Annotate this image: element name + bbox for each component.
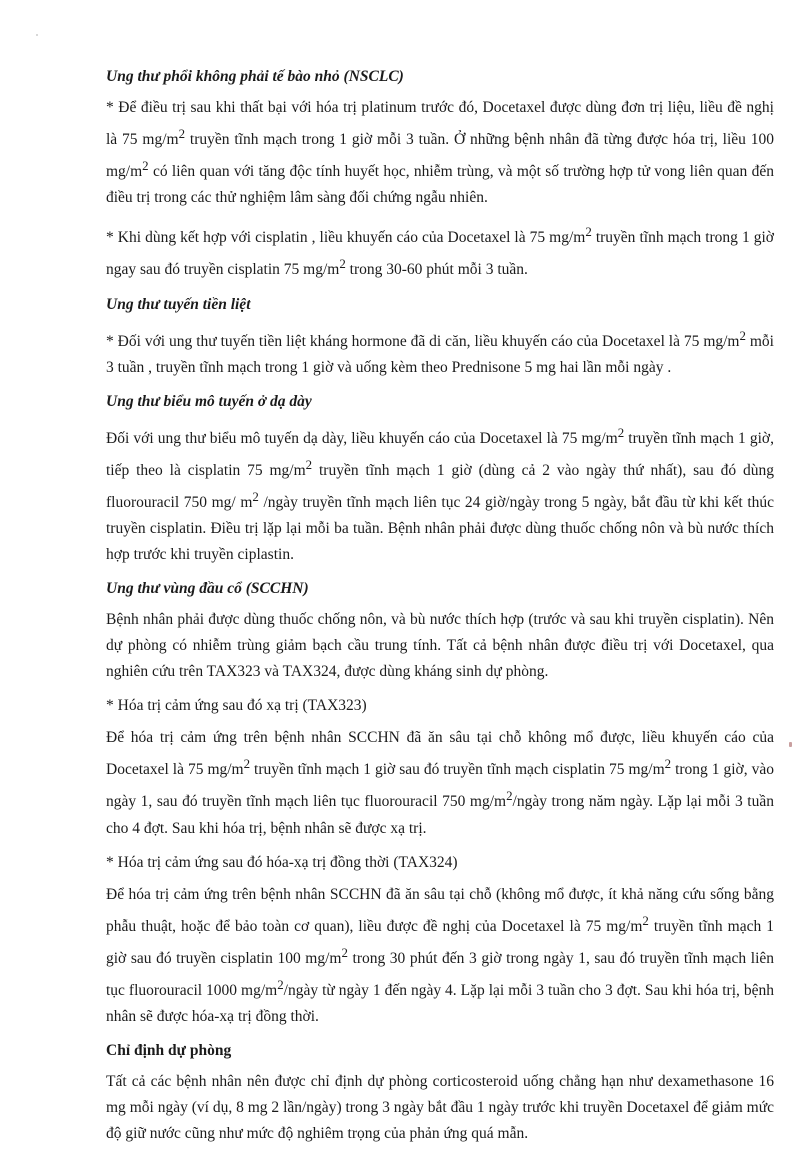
paragraph-scchn-intro: Bệnh nhân phải được dùng thuốc chống nôn, và bù nước thích hợp (trước và sau khi truyền cisplatin). Nên dự phòng có nhiễm trùng giảm bạch cầu trung tính. Tất cả bệnh nhân được điều trị với Docetaxel, qua nghiên cứu trên TAX323 và TAX324, được dùng kháng sinh dự phòng.	[106, 611, 774, 681]
scan-speck	[36, 34, 38, 36]
document-body	[106, 64, 774, 1155]
paragraph-nsclc-cisplatin: * Khi dùng kết hợp với cisplatin , liều khuyến cáo của Docetaxel là 75 $mg/m^2$ truyền tĩnh mạch trong 1 giờ ngay sau đó truyền cisplatin 75 $mg/m^2$ trong 30-60 phút mỗi 3 tuần.	[106, 224, 774, 279]
paragraph-prophylaxis: Tất cả các bệnh nhân nên được chỉ định dự phòng corticosteroid uống chẳng hạn như dexamethasone 16 mg mỗi ngày (ví dụ, 8 mg 2 lần/ngày) trong 3 ngày bắt đầu 1 ngày trước khi truyền Docetaxel để giảm mức độ giữ nước cũng như mức độ nghiêm trọng của phản ứng quá mẫn.	[106, 1073, 774, 1143]
scan-edge-mark	[789, 742, 792, 747]
bullet-tax323: * Hóa trị cảm ứng sau đó xạ trị (TAX323)	[106, 697, 367, 715]
heading-prostate: Ung thư tuyến tiền liệt	[106, 295, 251, 313]
heading-scchn: Ung thư vùng đầu cổ (SCCHN)	[106, 580, 309, 598]
paragraph-nsclc-monotherapy: * Để điều trị sau khi thất bại với hóa trị platinum trước đó, Docetaxel được dùng đơn trị liệu, liều đề nghị là 75 $mg/m^2$ truyền tĩnh mạch trong 1 giờ mỗi 3 tuần. Ở những bệnh nhân đã từng được hóa trị, liều 100 $mg/m^2$ có liên quan với tăng độc tính huyết học, nhiễm trùng, và một số trường hợp tử vong liên quan đến điều trị trong các thử nghiệm lâm sàng đối chứng ngẫu nhiên.	[106, 99, 774, 207]
paragraph-tax324: Để hóa trị cảm ứng trên bệnh nhân SCCHN đã ăn sâu tại chỗ (không mổ được, ít khả năng cứu sống bằng phẫu thuật, hoặc để bảo toàn cơ quan), liều được đề nghị của Docetaxel là 75 $mg/m^2$ truyền tĩnh mạch 1 giờ sau đó truyền cisplatin 100 $mg/m^2$ trong 30 phút đến 3 giờ trong ngày 1, sau đó truyền tĩnh mạch liên tục fluorouracil 1000 $mg/m^2$/ngày từ ngày 1 đến ngày 4. Lặp lại mỗi 3 tuần cho 3 đợt. Sau khi hóa trị, bệnh nhân sẽ được hóa-xạ trị đồng thời.	[106, 885, 775, 1026]
heading-prophylaxis: Chỉ định dự phòng	[106, 1042, 232, 1060]
bullet-tax324: * Hóa trị cảm ứng sau đó hóa-xạ trị đồng thời (TAX324)	[106, 853, 458, 871]
heading-nsclc: Ung thư phổi không phải tế bào nhỏ (NSCLC)	[106, 68, 404, 85]
paragraph-tax323: Để hóa trị cảm ứng trên bệnh nhân SCCHN đã ăn sâu tại chỗ không mổ được, liều khuyến cáo của Docetaxel là 75 $mg/m^2$ truyền tĩnh mạch 1 giờ sau đó truyền tĩnh mạch cisplatin 75 $mg/m^2$ trong 1 giờ, vào ngày 1, sau đó truyền tĩnh mạch liên tục fluorouracil 750 $mg/m^2$/ngày trong năm ngày. Lặp lại mỗi 3 tuần cho 4 đợt. Sau khi hóa trị, bệnh nhân sẽ được xạ trị.	[106, 729, 774, 837]
paragraph-prostate: * Đối với ung thư tuyến tiền liệt kháng hormone đã di căn, liều khuyến cáo của Docetaxel là 75 $mg/m^2$ mỗi 3 tuần , truyền tĩnh mạch trong 1 giờ và uống kèm theo Prednisone 5 mg hai lần mỗi ngày .	[106, 327, 774, 376]
paragraph-gastric: Đối với ung thư biểu mô tuyến dạ dày, liều khuyến cáo của Docetaxel là 75 $mg/m^2$ truyền tĩnh mạch 1 giờ, tiếp theo là cisplatin 75 $mg/m^2$ truyền tĩnh mạch 1 giờ (dùng cả 2 vào ngày thứ nhất), sau đó dùng fluorouracil 750 mg/ $m^2$ /ngày truyền tĩnh mạch liên tục 24 giờ/ngày trong 5 ngày, bắt đầu từ khi kết thúc truyền cisplatin. Điều trị lặp lại mỗi ba tuần. Bệnh nhân phải được dùng thuốc chống nôn và bù nước thích hợp trước khi truyền ciplastin.	[106, 424, 775, 564]
heading-gastric: Ung thư biểu mô tuyến ở dạ dày	[106, 392, 312, 410]
